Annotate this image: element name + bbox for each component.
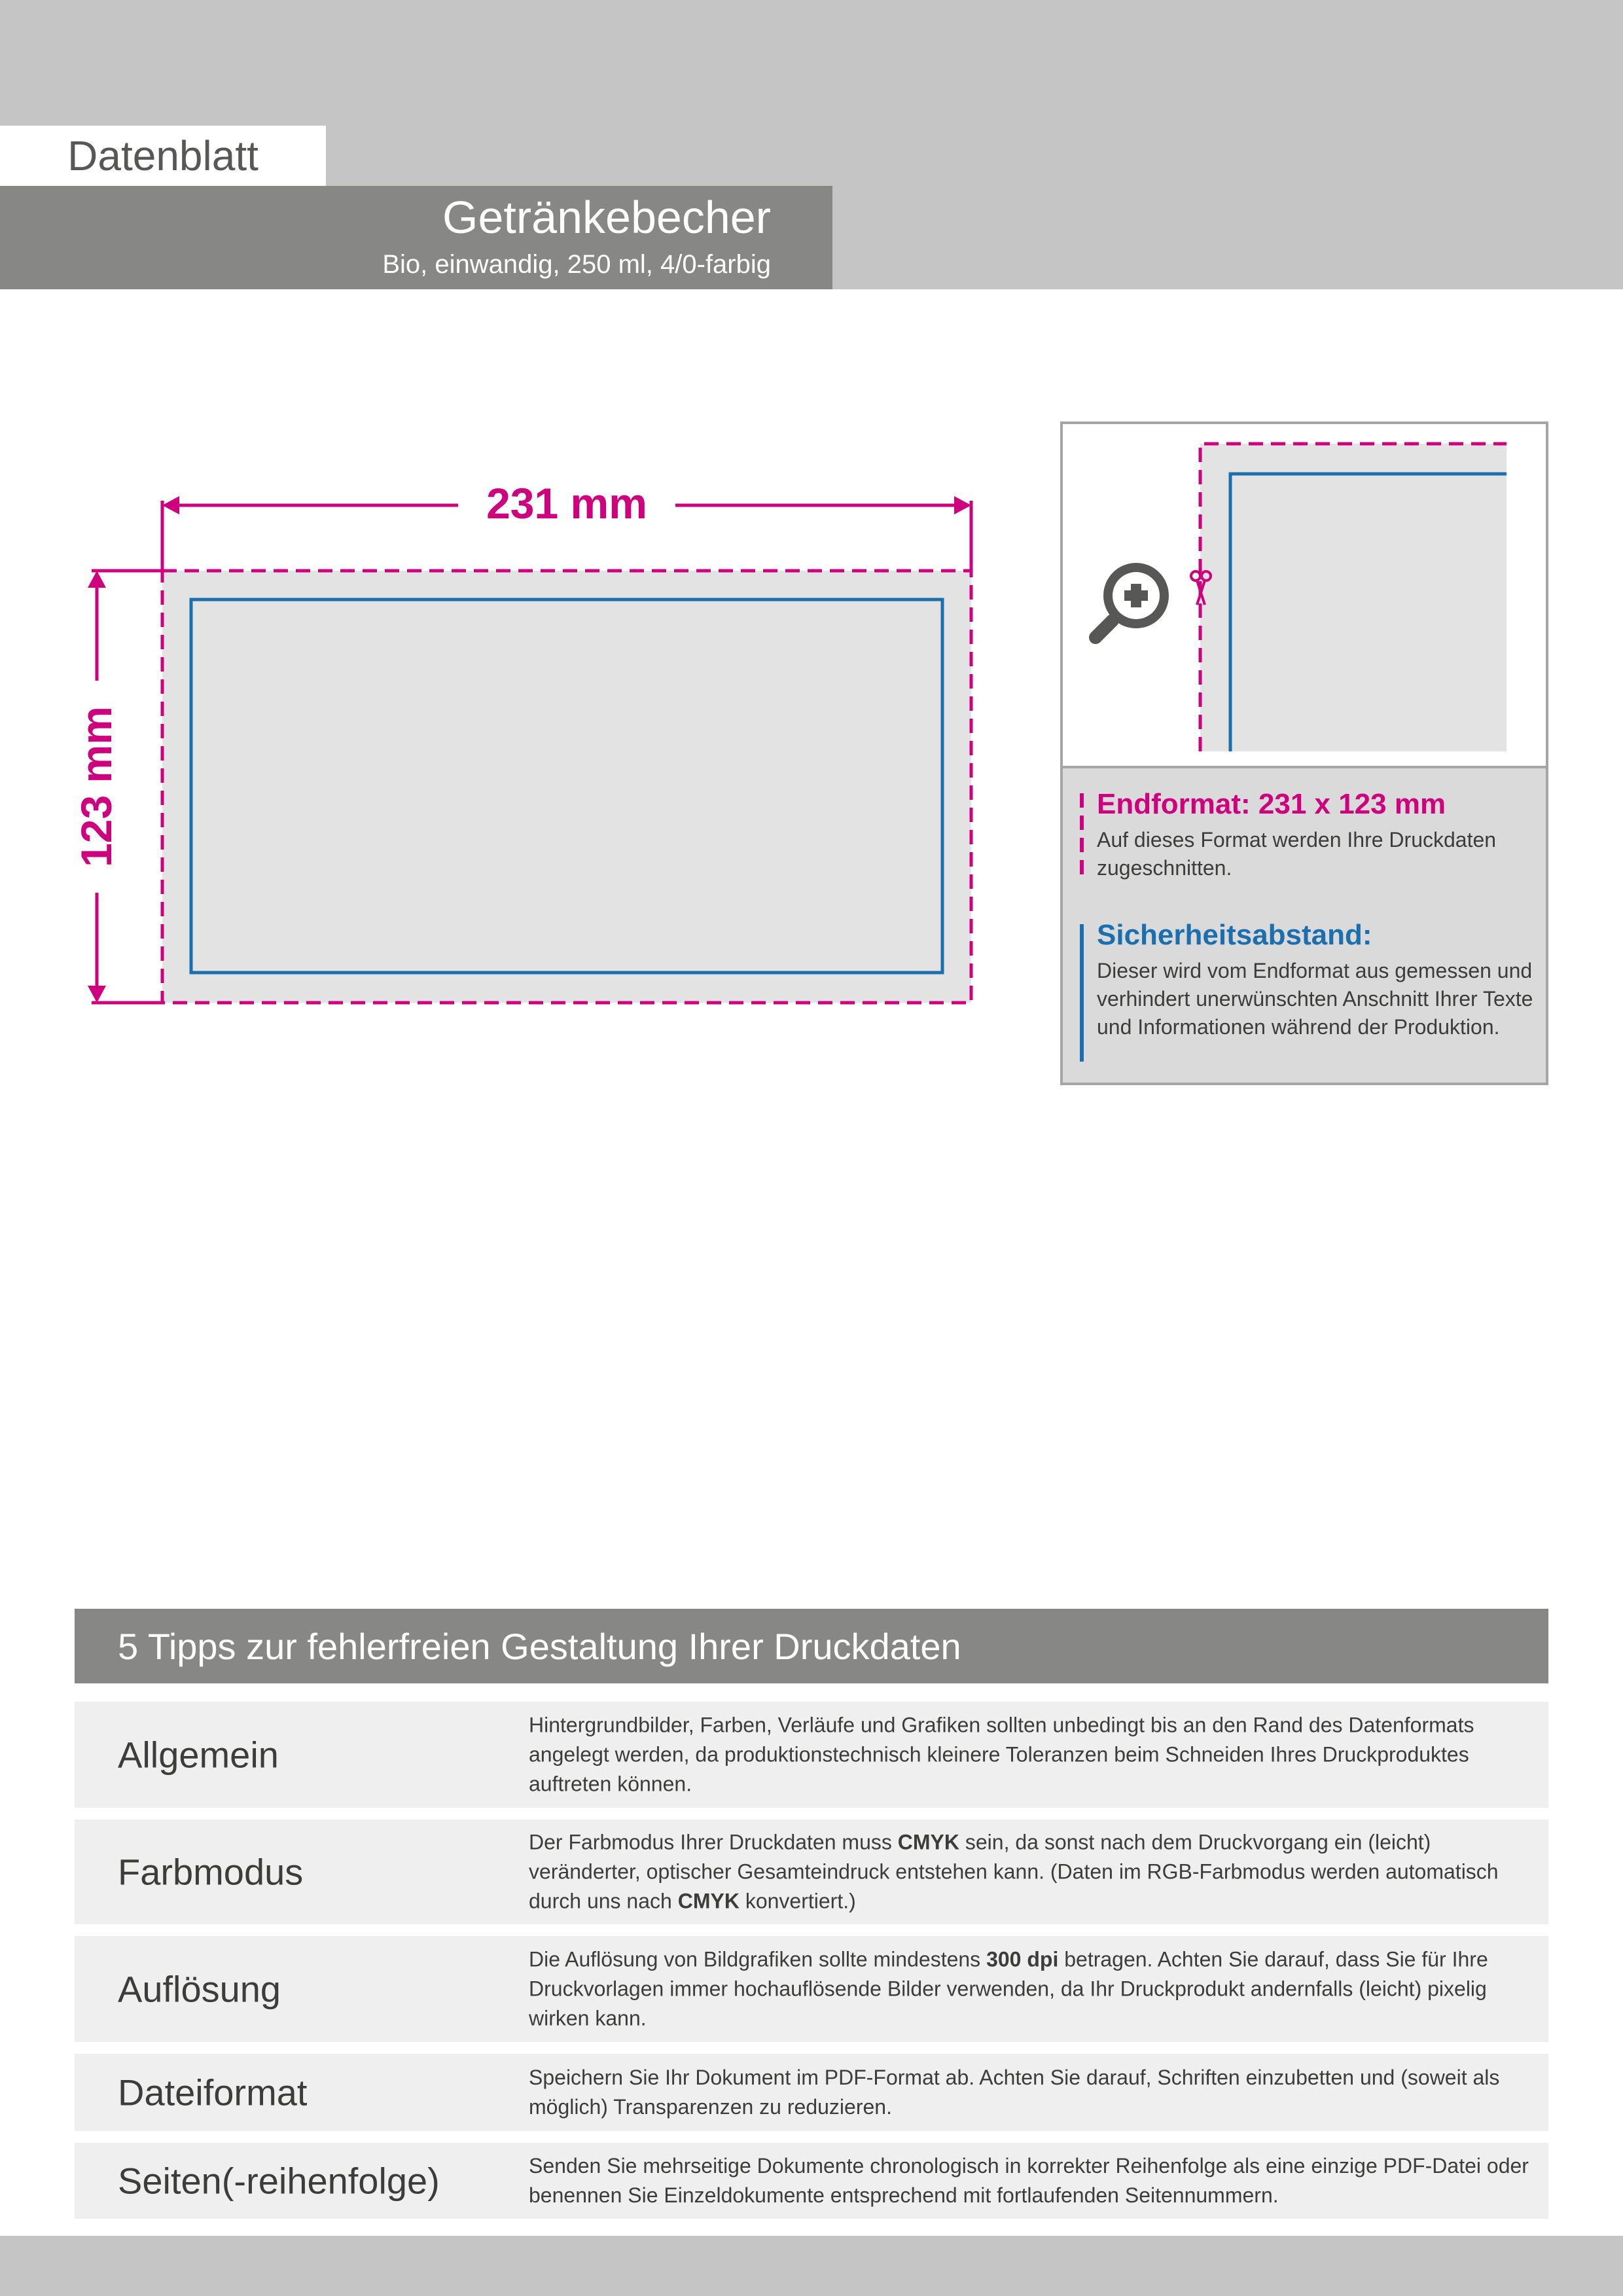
height-label: 123 mm: [72, 706, 120, 867]
tip-row-allgemein: [75, 1702, 1548, 1808]
tip-text-part: Die Auflösung von Bildgrafiken sollte mindestens: [529, 1947, 987, 1971]
endformat-title: Endformat: 231 x 123 mm: [1097, 788, 1446, 820]
tip-text-bold: 300 dpi: [986, 1947, 1059, 1971]
legend-safety: [1063, 919, 1546, 1076]
sheet-label: Datenblatt: [0, 126, 326, 186]
tip-row-aufloesung: [75, 1936, 1548, 2042]
tip-row-farbmodus: [75, 1820, 1548, 1924]
tip-label: Auflösung: [118, 1968, 281, 2010]
tip-row-dateiformat: [75, 2054, 1548, 2131]
endformat-text: Auf dieses Format werden Ihre Druckdaten zugeschnitten.: [1097, 828, 1497, 880]
footer-band: [0, 2236, 1623, 2296]
product-subtitle: Bio, einwandig, 250 ml, 4/0-farbig: [382, 250, 771, 279]
tip-text: Speichern Sie Ihr Dokument im PDF-Format ab. Achten Sie darauf, Schriften einzubetten und (soweit als möglich) Transparenzen zu reduzieren.: [529, 2066, 1500, 2119]
tip-text: [529, 1945, 1530, 2034]
tips-title: 5 Tipps zur fehlerfreien Gestaltung Ihrer Druckdaten: [75, 1609, 1548, 1683]
tip-text: [529, 1828, 1530, 1916]
tip-text: Senden Sie mehrseitige Dokumente chronologisch in korrekter Reihenfolge als eine einzige PDF-Datei oder benennen Sie Einzeldokumente entsprechend mit fortlaufenden Seitennummern.: [529, 2154, 1529, 2207]
legend-endformat: [1063, 788, 1546, 893]
safety-title: Sicherheitsabstand:: [1097, 919, 1372, 951]
tip-label: Seiten(-reihenfolge): [118, 2160, 440, 2202]
tip-label: Dateiformat: [118, 2072, 308, 2113]
zoom-detail: [1063, 424, 1546, 768]
height-dimension: [72, 571, 162, 1003]
zoom-in-icon: [1096, 563, 1169, 637]
cut-line-marker: [1080, 793, 1084, 877]
tip-text-bold: CMYK: [677, 1889, 740, 1913]
tips-section: [75, 1609, 1548, 2207]
tip-label: Farbmodus: [118, 1851, 304, 1893]
zoom-detail-graphic: [1063, 424, 1546, 768]
tip-text-part: sein, da sonst nach dem Druckvorgang ein (leicht) veränderter, optischer Gesamteindruck entstehen kann. (Daten im RGB-Farbmodus werden automatisch durch uns nach: [529, 1830, 1499, 1913]
tip-row-seiten: [75, 2143, 1548, 2219]
legend-panel: [1060, 422, 1548, 1085]
safety-line-marker: [1080, 924, 1084, 1062]
product-header: [0, 186, 832, 289]
product-title: Getränkebecher: [442, 192, 771, 243]
safety-text: Dieser wird vom Endformat aus gemessen und verhindert unerwünschten Anschnitt Ihrer Texte und Informationen während der Produktion.: [1097, 959, 1533, 1039]
width-dimension: [162, 479, 971, 571]
tip-text-part: betragen. Achten Sie darauf, dass Sie für Ihre Druckvorlagen immer hochauflösende Bilder verwenden, da Ihr Druckprodukt andernfalls (leicht) pixelig wirken kann.: [529, 1947, 1488, 2030]
tip-label: Allgemein: [118, 1734, 279, 1776]
tip-text: Hintergrundbilder, Farben, Verläufe und Grafiken sollten unbedingt bis an den Rand des Datenformats angelegt werden, da produktionstechnisch kleinere Toleranzen beim Schneiden Ihres Druckproduktes auftreten können.: [529, 1713, 1474, 1796]
tip-text-part: Der Farbmodus Ihrer Druckdaten muss: [529, 1830, 898, 1854]
width-label: 231 mm: [486, 479, 647, 528]
tip-text-part: konvertiert.): [739, 1889, 856, 1913]
bleed-area: [162, 571, 971, 1003]
tip-text-bold: CMYK: [897, 1830, 959, 1854]
format-diagram: [0, 406, 1021, 1047]
